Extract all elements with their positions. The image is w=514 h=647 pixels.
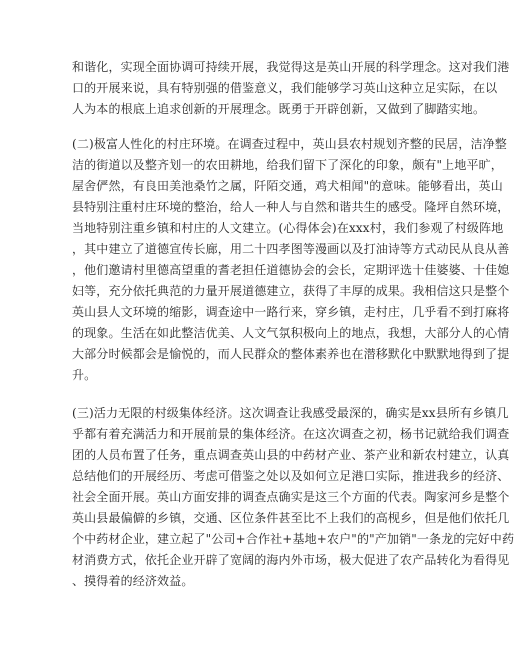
text-line: 、摸得着的经济效益。 bbox=[72, 574, 194, 588]
text-line: 升。 bbox=[72, 368, 97, 382]
text-line: 屋舍俨然，有良田美池桑竹之属，阡陌交通，鸡犬相闻"的意味。能够看出，英山 bbox=[72, 179, 503, 193]
text-line: 妇等，充分依托典范的力量开展道德建立，获得了丰厚的成果。我相信这只是整个 bbox=[72, 284, 510, 298]
text-line: 人为本的根底上追求创新的开展理念。既勇于开辟创新，又做到了脚踏实地。 bbox=[72, 102, 486, 116]
text-line: 和谐化，实现全面协调可持续开展，我觉得这是英山开展的科学理念。这对我们港 bbox=[72, 60, 510, 74]
text-line: 材消费方式，依托企业开辟了宽阔的海内外市场，极大促进了农产品转化为看得见 bbox=[72, 553, 510, 567]
paragraph-2 bbox=[72, 134, 510, 386]
text-line: 乎都有着充满活力和开展前景的集体经济。在这次调查之初，杨书记就给我们调查 bbox=[72, 427, 510, 441]
text-line: 团的人员布置了任务，重点调查英山县的中药材产业、茶产业和新农村建立，认真 bbox=[72, 448, 510, 462]
text-line: 县特别注重村庄环境的整治，给人一种人与自然和谐共生的感受。隆坪自然环境， bbox=[72, 200, 510, 214]
paragraph-3 bbox=[72, 403, 514, 592]
text-line: 当地特别注重乡镇和村庄的人文建立。(心得体会)在xxx村，我们参观了村级阵地 bbox=[72, 221, 504, 235]
text-line: 总结他们的开展经历、考虑可借鉴之处以及如何立足港口实际，推进我乡的经济、 bbox=[72, 469, 510, 483]
text-line: 个中药材企业，建立起了"公司+合作社+基地+农户"的"产加销"一条龙的完好中药 bbox=[72, 532, 514, 546]
text-line: ，他们邀请村里德高望重的耆老担任道德协会的会长，定期评选十佳婆婆、十佳媳 bbox=[72, 263, 510, 277]
text-line: ，其中建立了道德宣传长廊，用二十四孝图等漫画以及打油诗等方式动民从良从善 bbox=[72, 242, 510, 256]
paragraph-1 bbox=[72, 57, 510, 120]
text-line: (二)极富人性化的村庄环境。在调查过程中，英山县农村规划齐整的民居，洁净整 bbox=[72, 137, 507, 151]
text-line: (三)活力无限的村级集体经济。这次调查让我感受最深的，确实是xx县所有乡镇几 bbox=[72, 406, 509, 420]
text-line: 大部分时候都会是愉悦的，而人民群众的整体素养也在潜移默化中默默地得到了提 bbox=[72, 347, 510, 361]
text-line: 的现象。生活在如此整洁优美、人文气氛积极向上的地点，我想，大部分人的心情 bbox=[72, 326, 510, 340]
text-line: 英山县最偏僻的乡镇，交通、区位条件甚至比不上我们的高枧乡，但是他们依托几 bbox=[72, 511, 510, 525]
text-line: 口的开展来说，具有特别强的借鉴意义，我们能够学习英山这种立足实际，在以 bbox=[72, 81, 498, 95]
text-line: 英山县人文环境的缩影，调查途中一路行来，穿乡镇，走村庄，几乎看不到打麻将 bbox=[72, 305, 510, 319]
text-line: 洁的街道以及整齐划一的农田耕地，给我们留下了深化的印象，颇有"上地平旷， bbox=[72, 158, 503, 172]
text-line: 社会全面开展。英山方面安排的调查点确实是这三个方面的代表。陶家河乡是整个 bbox=[72, 490, 510, 504]
